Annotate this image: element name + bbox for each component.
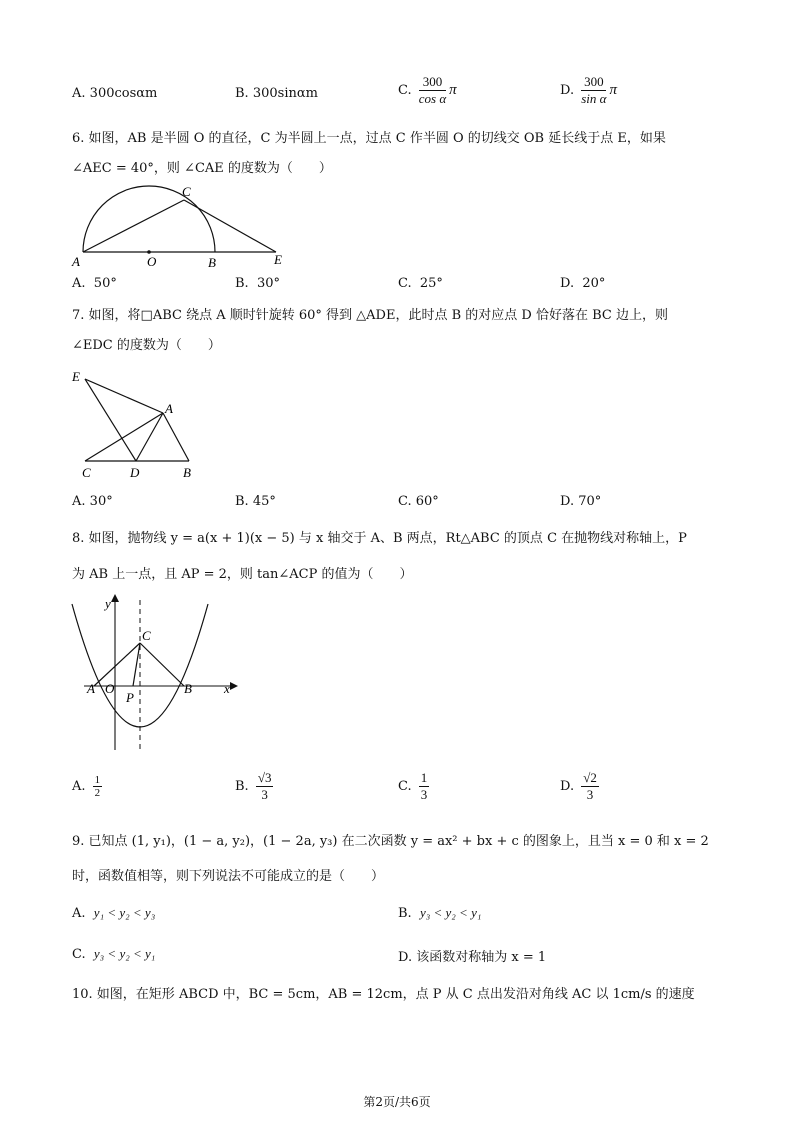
q8-option-a: A. $\frac{1}{2}$ <box>72 774 101 799</box>
q8-line1: 8. 如图，抛物线 y = a(x + 1)(x − 5) 与 x 轴交于 A、B 两点，Rt△ABC 的顶点 C 在抛物线对称轴上，P <box>72 531 687 546</box>
q6-option-d: D. 20° <box>560 276 606 291</box>
q8-label-o: O <box>105 681 115 696</box>
q5-option-c: C. $\frac{300}{\text{cos α}}$ π <box>398 74 457 106</box>
q9-option-d: D. 该函数对称轴为 x = 1 <box>398 950 547 965</box>
q9-option-a: A. y₁ < y₂ < y₃ <box>72 905 156 921</box>
q7-line2: ∠EDC 的度数为（ ） <box>72 338 221 353</box>
q7-figure <box>68 365 208 483</box>
q8-option-d-fraction: $\frac{√2}{3}$ <box>583 770 597 802</box>
q8-option-c-fraction: $\frac{1}{3}$ <box>420 770 428 802</box>
q9-option-b: B. y₃ < y₂ < y₁ <box>398 905 482 921</box>
q6-figure <box>70 182 300 272</box>
q8-label-b: B <box>184 681 192 696</box>
q7-option-c: C. 60° <box>398 494 439 509</box>
q6-line1: 6. 如图，AB 是半圆 O 的直径，C 为半圆上一点，过点 C 作半圆 O 的切线交 OB 延长线于点 E，如果 <box>72 131 666 146</box>
q8-option-a-fraction: $\frac{1}{2}$ <box>94 774 101 799</box>
q9-line1: 9. 已知点 (1, y₁)，(1 − a, y₂)，(1 − 2a, y₃) 在二次函数 y = ax² + bx + c 的图象上，且当 x = 0 和 x = 2 <box>72 834 709 849</box>
q6-label-o: O <box>147 254 157 269</box>
q8-label-y: y <box>105 596 111 611</box>
q6-label-a: A <box>72 254 80 269</box>
q10-line1: 10. 如图，在矩形 ABCD 中，BC = 5cm，AB = 12cm，点 P 从 C 点出发沿对角线 AC 以 1cm/s 的速度 <box>72 987 695 1002</box>
q7-option-b: B. 45° <box>235 494 276 509</box>
q6-option-b: B. 30° <box>235 276 280 291</box>
q9-option-c: C. y₃ < y₂ < y₁ <box>72 946 156 962</box>
q6-line2: ∠AEC = 40°，则 ∠CAE 的度数为（ ） <box>72 161 332 176</box>
q7-option-a: A. 30° <box>72 494 113 509</box>
q7-label-d: D <box>130 465 140 480</box>
q6-line-ac <box>83 200 184 252</box>
q8-option-b-fraction: $\frac{√3}{3}$ <box>257 770 272 802</box>
q7-label-a: A <box>165 401 173 416</box>
q8-option-b: B. $\frac{√3}{3}$ <box>235 770 272 802</box>
q7-line-ea <box>85 379 163 413</box>
q7-line1: 7. 如图，将□ABC 绕点 A 顺时针旋转 60° 得到 △ADE，此时点 B 的对应点 D 恰好落在 BC 边上，则 <box>72 308 668 323</box>
q8-label-c: C <box>142 628 151 643</box>
q5-option-d: D. $\frac{300}{\text{sin α}}$ π <box>560 74 617 106</box>
q5-option-d-fraction: $\frac{300}{\text{sin α}}$ <box>581 74 607 106</box>
q8-x-axis-arrow <box>230 682 238 690</box>
q8-line-cp <box>133 643 140 686</box>
q6-label-b: B <box>208 255 216 270</box>
q8-y-axis-arrow <box>111 594 119 602</box>
q7-line-ab <box>163 413 189 461</box>
q5-option-b: B. 300sinαm <box>235 86 318 101</box>
q9-line2: 时，函数值相等，则下列说法不可能成立的是（ ） <box>72 869 385 884</box>
q6-option-a: A. 50° <box>72 276 117 291</box>
q7-label-b: B <box>183 465 191 480</box>
q7-line-ed <box>85 379 136 461</box>
q7-line-ca <box>85 413 163 461</box>
q8-option-d: D. $\frac{√2}{3}$ <box>560 770 597 802</box>
q7-line-da <box>136 413 163 461</box>
q6-label-e: E <box>274 252 282 267</box>
q5-option-c-fraction: $\frac{300}{\text{cos α}}$ <box>418 74 447 106</box>
page-footer: 第2页/共6页 <box>363 1095 431 1109</box>
q8-label-x: x <box>224 681 230 696</box>
q8-label-p: P <box>126 690 134 705</box>
q7-label-c: C <box>82 465 91 480</box>
q6-label-c: C <box>182 184 191 199</box>
q8-option-c: C. $\frac{1}{3}$ <box>398 770 428 802</box>
q5-option-a: A. 300cosαm <box>72 86 158 101</box>
q6-option-c: C. 25° <box>398 276 443 291</box>
q8-figure <box>62 590 242 755</box>
q8-label-a: A <box>87 681 95 696</box>
q8-line-cb <box>140 643 184 686</box>
q7-option-d: D. 70° <box>560 494 602 509</box>
q6-tangent-ce <box>184 200 276 252</box>
q8-line-ac <box>94 643 140 686</box>
q7-label-e: E <box>72 369 80 384</box>
q8-line2: 为 AB 上一点，且 AP = 2，则 tan∠ACP 的值为（ ） <box>72 567 413 582</box>
